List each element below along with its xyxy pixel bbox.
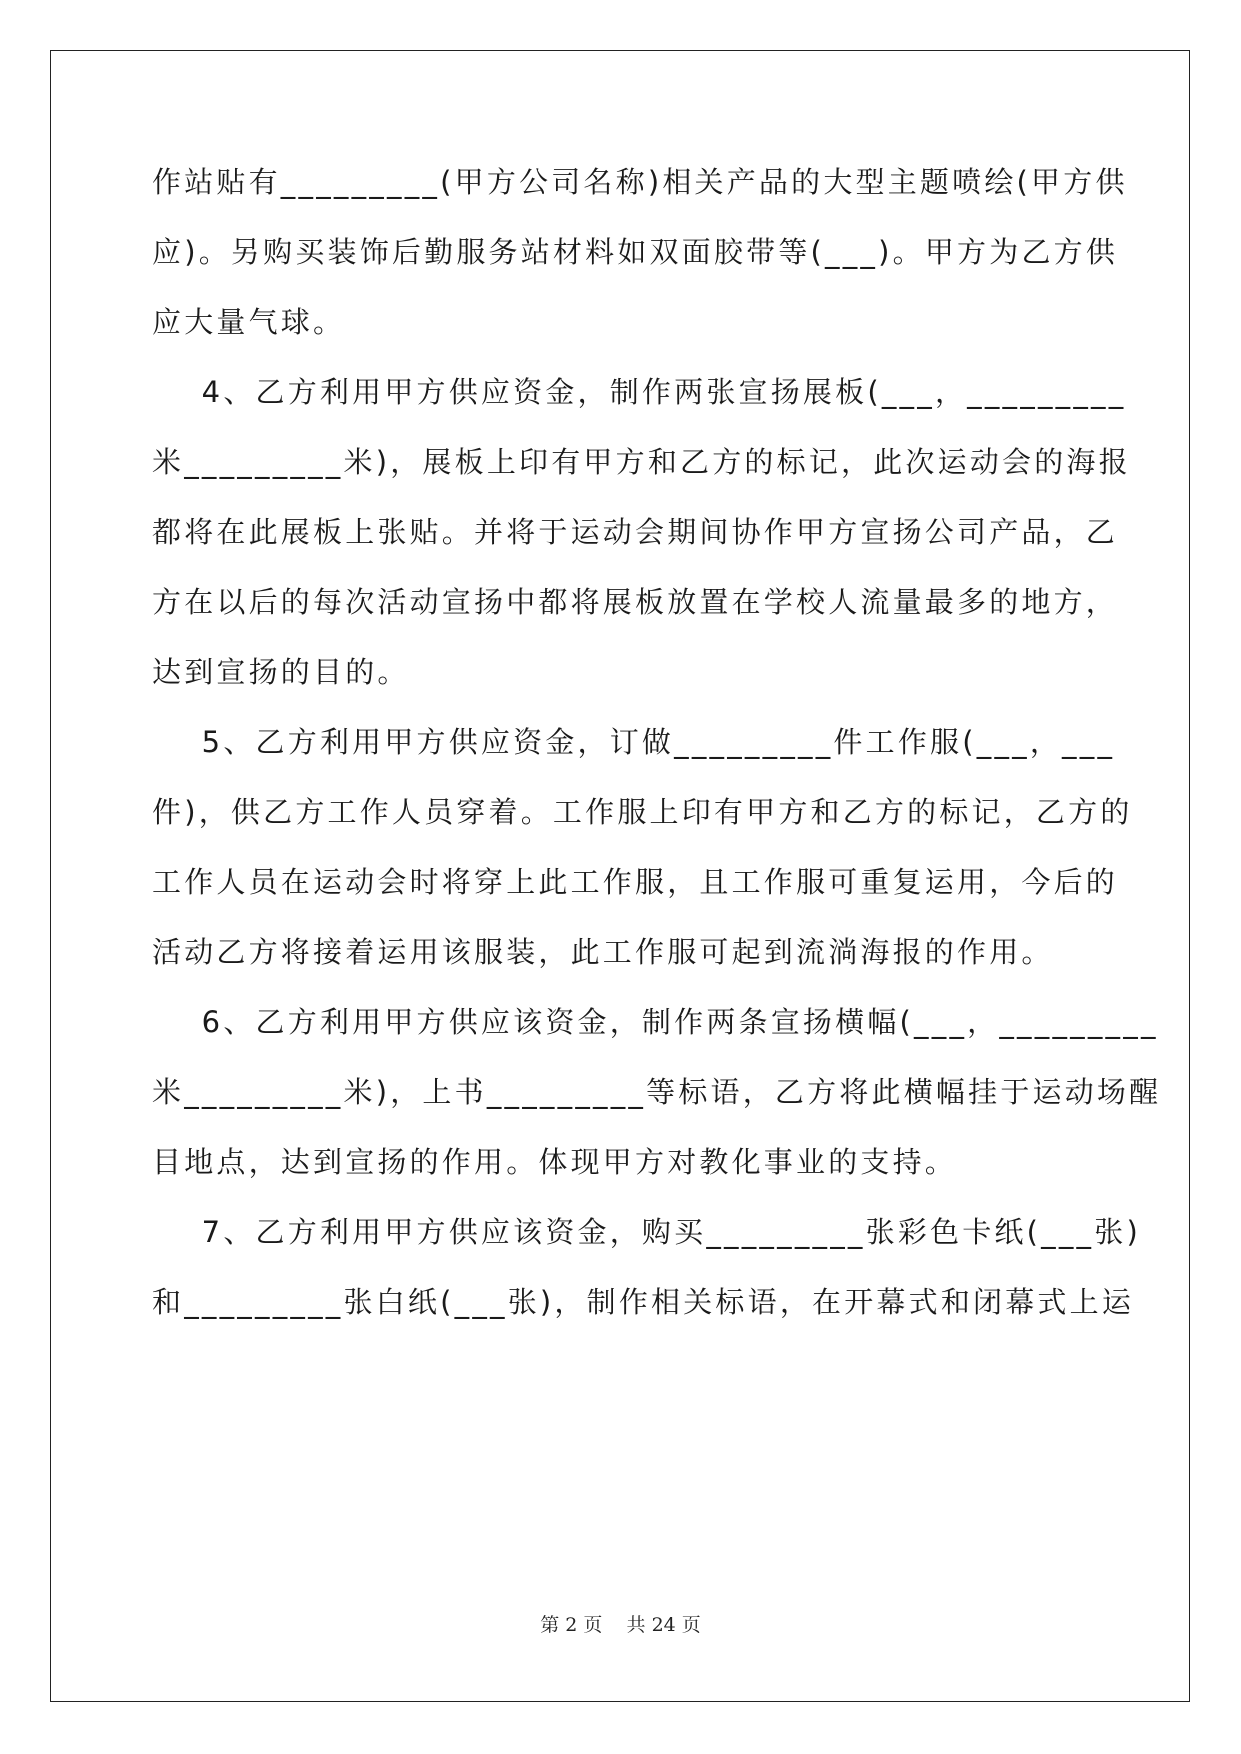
paragraph-line: 5、乙方利用甲方供应资金，订做_________件工作服(___，___	[152, 725, 1116, 759]
paragraph-line: 4、乙方利用甲方供应资金，制作两张宣扬展板(___，_________	[152, 375, 1127, 409]
paragraph-line: 6、乙方利用甲方供应该资金，制作两条宣扬横幅(___，_________	[152, 1005, 1159, 1039]
paragraph-line: 米_________米)，展板上印有甲方和乙方的标记，此次运动会的海报	[152, 445, 1131, 479]
paragraph-line: 米_________米)，上书_________等标语，乙方将此横幅挂于运动场醒	[152, 1075, 1162, 1109]
paragraph-line: 活动乙方将接着运用该服装，此工作服可起到流淌海报的作用。	[152, 935, 1054, 969]
paragraph-line: 达到宣扬的目的。	[152, 655, 410, 689]
paragraph-line: 应大量气球。	[152, 305, 346, 339]
page-number-footer: 第 2 页 共 24 页	[540, 1614, 701, 1636]
paragraph-line: 目地点，达到宣扬的作用。体现甲方对教化事业的支持。	[152, 1145, 958, 1179]
paragraph-line: 7、乙方利用甲方供应该资金，购买_________张彩色卡纸(___张)	[152, 1215, 1141, 1249]
paragraph-line: 工作人员在运动会时将穿上此工作服，且工作服可重复运用，今后的	[152, 865, 1119, 899]
paragraph-line: 件)，供乙方工作人员穿着。工作服上印有甲方和乙方的标记，乙方的	[152, 795, 1133, 829]
paragraph-line: 方在以后的每次活动宣扬中都将展板放置在学校人流量最多的地方，	[152, 585, 1119, 619]
paragraph-line: 和_________张白纸(___张)，制作相关标语，在开幕式和闭幕式上运	[152, 1285, 1135, 1319]
paragraph-line: 作站贴有_________(甲方公司名称)相关产品的大型主题喷绘(甲方供	[152, 165, 1128, 199]
paragraph-line: 都将在此展板上张贴。并将于运动会期间协作甲方宣扬公司产品，乙	[152, 515, 1119, 549]
paragraph-line: 应)。另购买装饰后勤服务站材料如双面胶带等(___)。甲方为乙方供	[152, 235, 1119, 269]
